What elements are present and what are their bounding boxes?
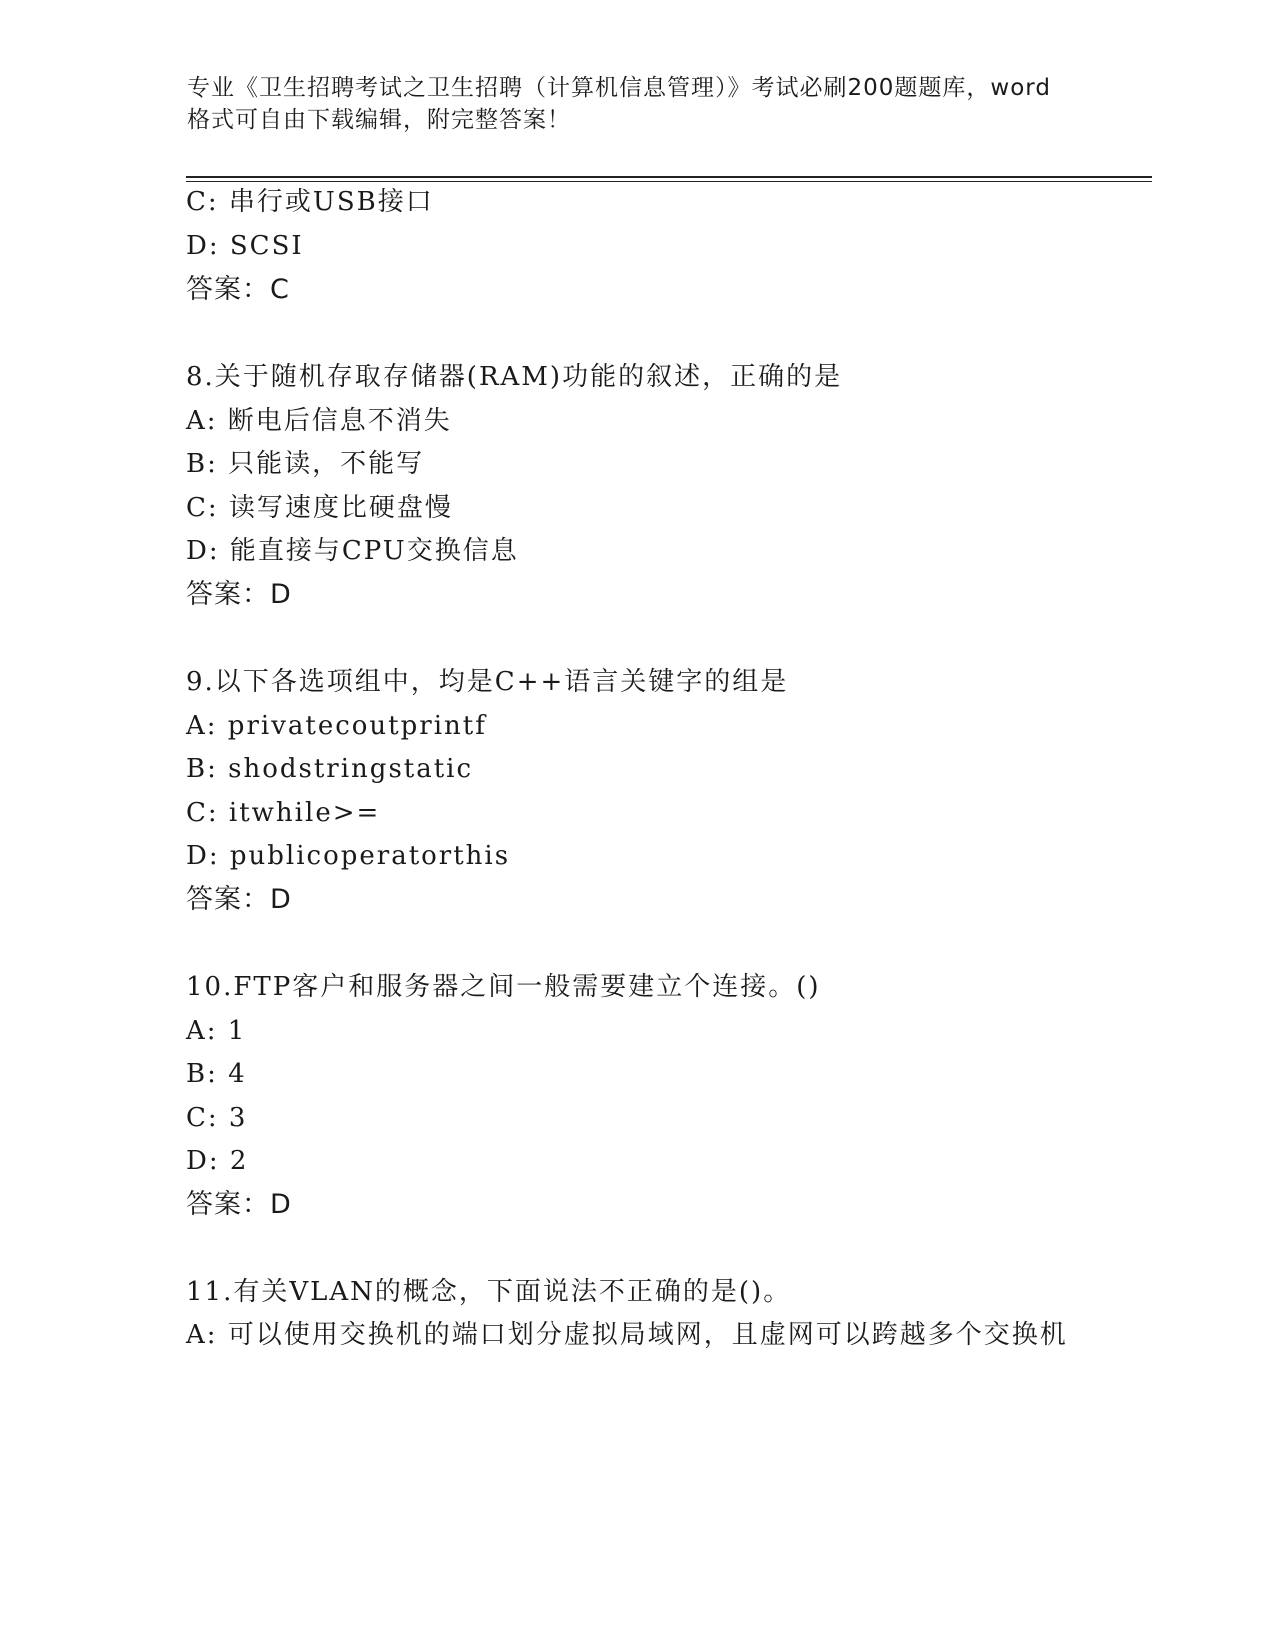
q9-option-a: A: privatecoutprintf — [186, 711, 487, 741]
header-divider-thick — [186, 176, 1152, 178]
q7-answer: 答案：C — [186, 274, 290, 305]
document-header — [187, 72, 1087, 136]
q8-question: 8.关于随机存取存储器(RAM)功能的叙述，正确的是 — [186, 362, 843, 392]
q9-option-d: D: publicoperatorthis — [186, 841, 511, 871]
q8-option-b: B: 只能读，不能写 — [186, 449, 425, 479]
q11-option-a: A: 可以使用交换机的端口划分虚拟局域网，且虚网可以跨越多个交换机 — [186, 1320, 1068, 1350]
q10-option-c: C: 3 — [186, 1103, 248, 1133]
q8-option-c: C: 读写速度比硬盘慢 — [186, 493, 453, 523]
q11-question: 11.有关VLAN的概念，下面说法不正确的是()。 — [186, 1277, 792, 1307]
header-divider-thin — [186, 181, 1152, 182]
q10-option-a: A: 1 — [186, 1016, 247, 1046]
q9-option-b: B: shodstringstatic — [186, 754, 474, 784]
q7-option-c: C: 串行或USB接口 — [186, 187, 434, 217]
q9-question: 9.以下各选项组中，均是C++语言关键字的组是 — [186, 667, 789, 697]
q8-answer: 答案：D — [186, 579, 292, 610]
q8-option-d: D: 能直接与CPU交换信息 — [186, 536, 519, 566]
q10-question: 10.FTP客户和服务器之间一般需要建立个连接。() — [186, 972, 821, 1002]
q8-option-a: A: 断电后信息不消失 — [186, 406, 452, 436]
header-title-line-1: 专业《卫生招聘考试之卫生招聘（计算机信息管理）》考试必刷200题题库，word — [187, 75, 1051, 101]
q7-option-d: D: SCSI — [186, 231, 304, 261]
q10-option-d: D: 2 — [186, 1146, 249, 1176]
q10-answer: 答案：D — [186, 1189, 292, 1220]
q9-option-c: C: itwhile>= — [186, 798, 381, 828]
q9-answer: 答案：D — [186, 884, 292, 915]
header-title-line-2: 格式可自由下载编辑，附完整答案！ — [187, 107, 571, 133]
q10-option-b: B: 4 — [186, 1059, 247, 1089]
